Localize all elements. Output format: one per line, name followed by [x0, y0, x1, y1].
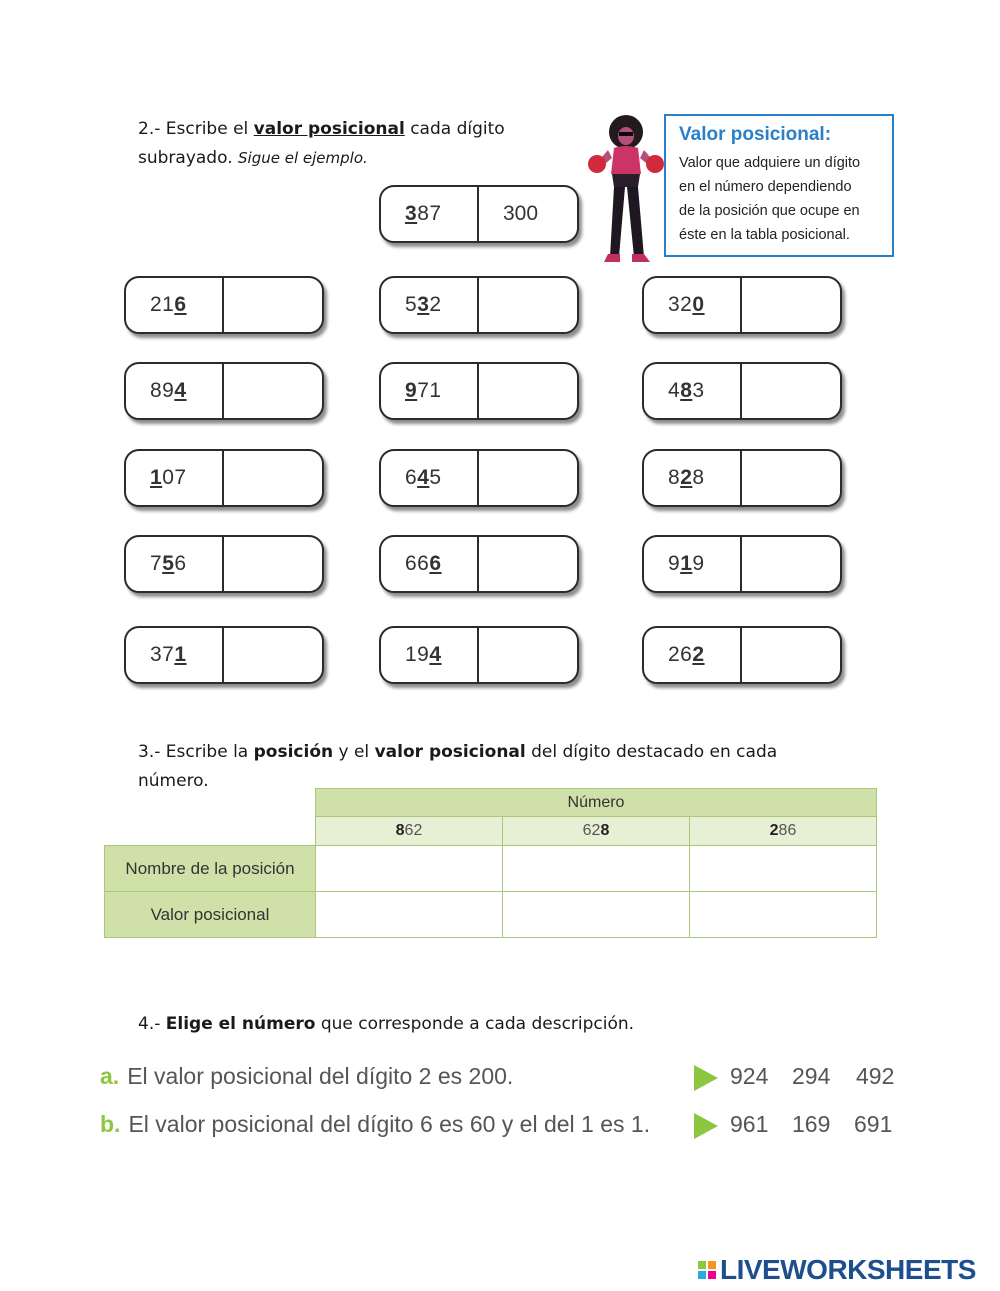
given-number: 4 8 3 [644, 364, 742, 418]
given-number: 6 4 5 [381, 451, 479, 505]
underlined-digit: 4 [174, 379, 187, 402]
section2-instruction: 2.- Escribe el valor posicional cada dígito subrayado. Sigue el ejemplo. [138, 119, 505, 168]
row-label-position: Nombre de la posición [105, 846, 316, 892]
underlined-digit: 4 [417, 466, 430, 489]
given-number: 66 6 [381, 537, 479, 591]
answer-cell[interactable] [690, 892, 877, 938]
underlined-digit: 0 [692, 293, 705, 316]
given-number: 1 07 [126, 451, 224, 505]
exercise-pill [642, 535, 842, 593]
answer-input[interactable] [742, 364, 840, 418]
answer-input[interactable] [224, 278, 322, 332]
option-a-3[interactable]: 492 [856, 1063, 895, 1089]
definition-text: Valor que adquiere un dígito en el número dependiendo de la posición que ocupe en éste en la tabla posicional. [679, 155, 861, 243]
section3-instruction: 3.- Escribe la posición y el valor posicional del dígito destacado en cada número. [138, 742, 778, 791]
underlined-digit: 4 [429, 643, 442, 666]
exercise-pill [124, 276, 324, 334]
answer-cell[interactable] [316, 846, 503, 892]
answer-input[interactable] [224, 628, 322, 682]
exercise-pill [642, 449, 842, 507]
section4-instruction: 4.- Elige el número que corresponde a cada descripción. [138, 1014, 635, 1034]
underlined-digit: 1 [174, 643, 187, 666]
answer-input[interactable] [479, 278, 577, 332]
answer-cell[interactable] [503, 892, 690, 938]
play-arrow-icon [694, 1113, 718, 1139]
given-number: 5 3 2 [381, 278, 479, 332]
character-illustration [586, 112, 666, 264]
table-number: 286 [690, 817, 877, 846]
given-number: 7 5 6 [126, 537, 224, 591]
answer-input[interactable] [742, 628, 840, 682]
example-number: 3 87 [381, 187, 479, 241]
underlined-digit: 1 [150, 466, 163, 489]
underlined-digit: 1 [680, 552, 693, 575]
given-number: 26 2 [644, 628, 742, 682]
answer-input[interactable] [479, 451, 577, 505]
answer-cell[interactable] [690, 846, 877, 892]
given-number: 89 4 [126, 364, 224, 418]
question-b: b. El valor posicional del dígito 6 es 60 y el del 1 es 1. [100, 1111, 651, 1137]
exercise-pill [642, 362, 842, 420]
option-a-1[interactable]: 924 [730, 1063, 769, 1089]
exercise-pill [642, 626, 842, 684]
exercise-pill [379, 362, 579, 420]
answer-input[interactable] [224, 451, 322, 505]
given-number: 19 4 [381, 628, 479, 682]
option-b-3[interactable]: 691 [854, 1111, 893, 1137]
option-b-2[interactable]: 169 [792, 1111, 831, 1137]
definition-title: Valor posicional: [679, 124, 832, 145]
example-pill [379, 185, 579, 243]
answer-input[interactable] [479, 628, 577, 682]
logo-square [708, 1271, 716, 1279]
exercise-pill [642, 276, 842, 334]
exercise-pill [124, 626, 324, 684]
answer-input[interactable] [742, 451, 840, 505]
underlined-digit: 2 [692, 643, 705, 666]
underlined-digit: 3 [417, 293, 430, 316]
answer-input[interactable] [224, 537, 322, 591]
row-label-value: Valor posicional [105, 892, 316, 938]
given-number: 9 71 [381, 364, 479, 418]
answer-input[interactable] [479, 537, 577, 591]
underlined-digit: 6 [174, 293, 187, 316]
answer-input[interactable] [742, 537, 840, 591]
given-number: 32 0 [644, 278, 742, 332]
exercise-pill [379, 449, 579, 507]
table-number: 862 [316, 817, 503, 846]
logo-icon [697, 1260, 717, 1280]
liveworksheets-logo: LIVEWORKSHEETS [697, 1254, 976, 1286]
given-number: 8 2 8 [644, 451, 742, 505]
option-a-2[interactable]: 294 [792, 1063, 831, 1089]
underlined-digit: 8 [680, 379, 693, 402]
given-number: 21 6 [126, 278, 224, 332]
play-arrow-icon [694, 1065, 718, 1091]
answer-input[interactable] [224, 364, 322, 418]
logo-square [708, 1261, 716, 1269]
place-value-table [104, 788, 877, 938]
answer-cell[interactable] [316, 892, 503, 938]
exercise-pill [379, 535, 579, 593]
table-header: Número [316, 789, 877, 817]
answer-input[interactable] [742, 278, 840, 332]
underlined-digit: 6 [429, 552, 442, 575]
exercise-pill [379, 626, 579, 684]
answer-input[interactable] [479, 364, 577, 418]
definition-box [664, 114, 894, 257]
answer-cell[interactable] [503, 846, 690, 892]
table-number: 628 [503, 817, 690, 846]
exercise-pill [124, 449, 324, 507]
underlined-digit: 2 [680, 466, 693, 489]
given-number: 9 1 9 [644, 537, 742, 591]
logo-square [698, 1271, 706, 1279]
logo-square [698, 1261, 706, 1269]
example-answer: 300 [503, 202, 539, 225]
exercise-pill [379, 276, 579, 334]
option-b-1[interactable]: 961 [730, 1111, 769, 1137]
underlined-digit: 5 [162, 552, 175, 575]
question-a: a. El valor posicional del dígito 2 es 200. [100, 1063, 514, 1089]
given-number: 37 1 [126, 628, 224, 682]
exercise-pill [124, 535, 324, 593]
underlined-digit: 9 [405, 379, 418, 402]
exercise-pill [124, 362, 324, 420]
